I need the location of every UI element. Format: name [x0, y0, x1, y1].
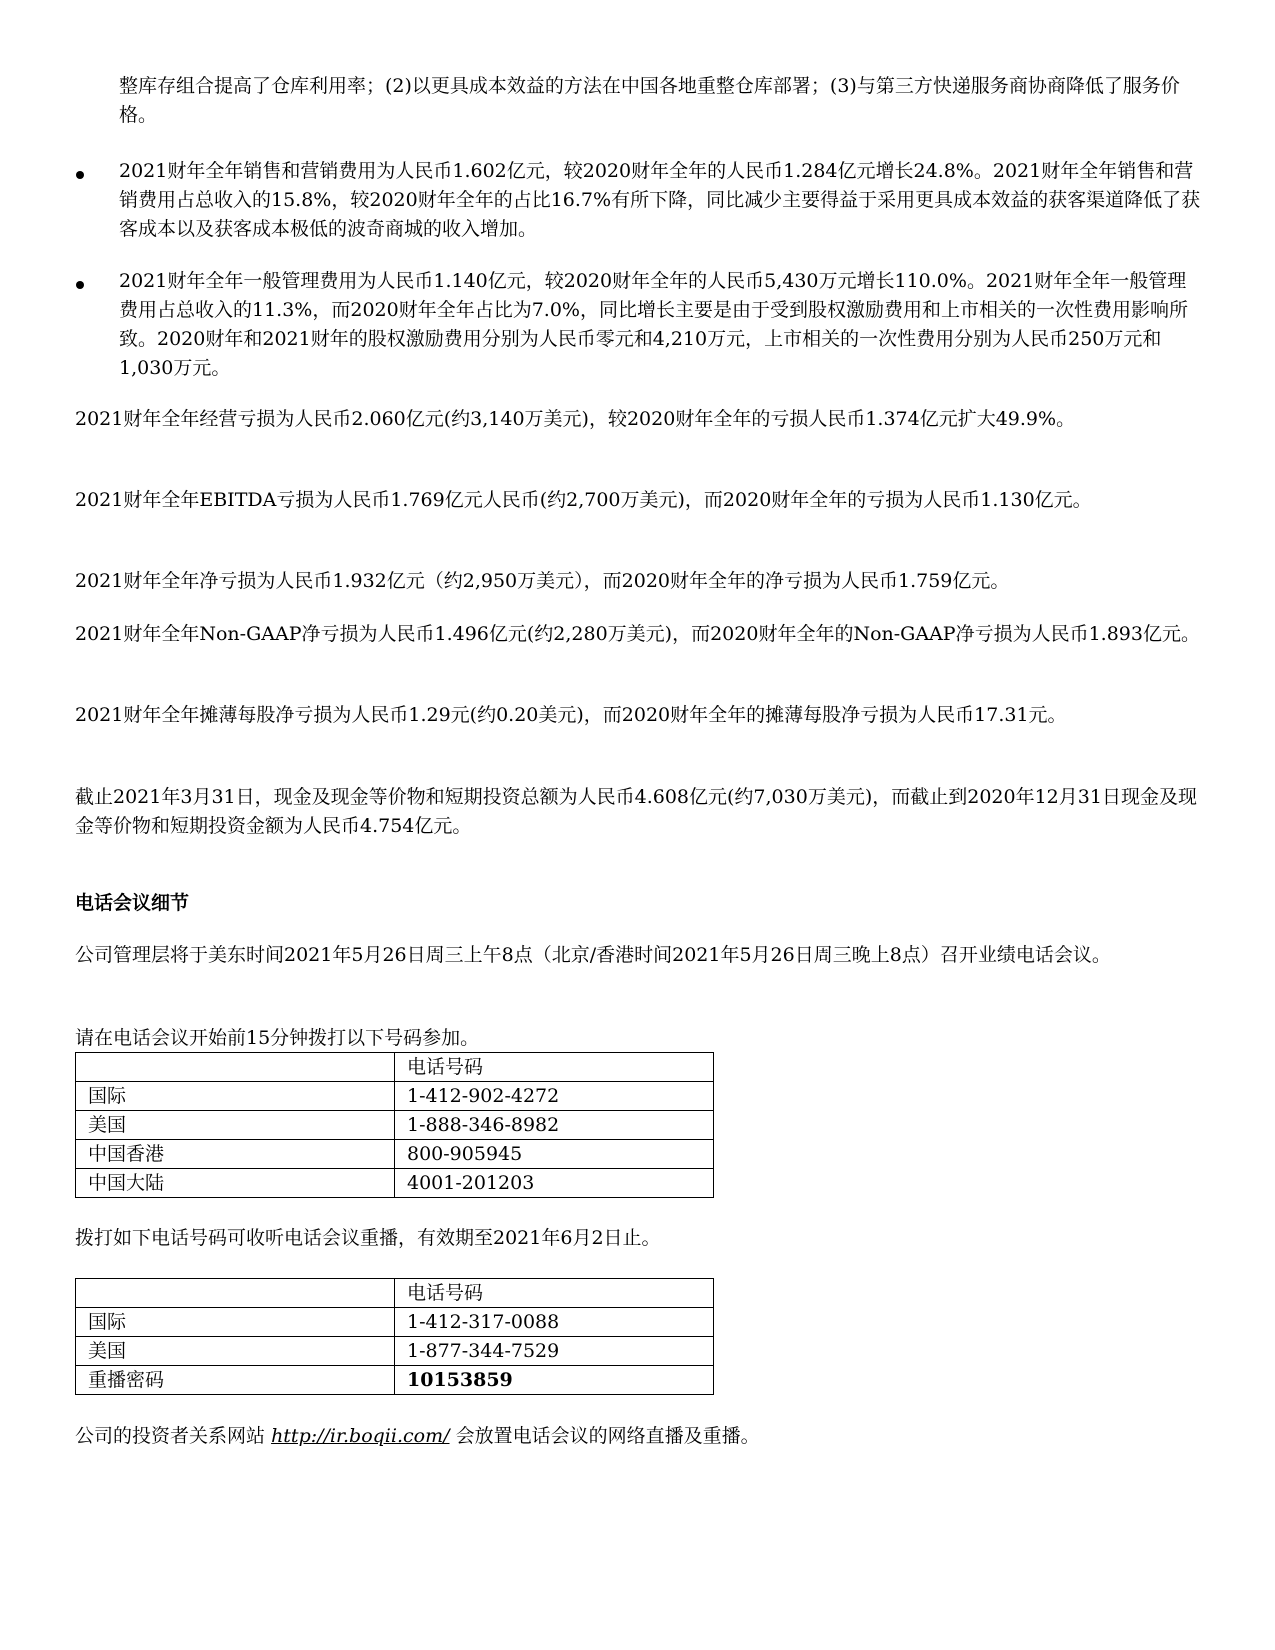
- paragraph-cost-continuation: 整库存组合提高了仓库利用率；(2)以更具成本效益的方法在中国各地重整仓库部署；(3)与第三方快递服务商协商降低了服务价格。: [119, 75, 1180, 126]
- region-cell: 美国: [76, 1111, 395, 1140]
- replay-passcode-value: 10153859: [395, 1366, 714, 1395]
- bullet-icon: [76, 281, 84, 289]
- website-suffix-text: 会放置电话会议的网络直播及重播。: [455, 1425, 760, 1447]
- table-row: [76, 1082, 714, 1111]
- conference-heading: 电话会议细节: [75, 892, 190, 914]
- table-header-cell: [76, 1053, 395, 1082]
- table-row: [76, 1337, 714, 1366]
- paragraph-eps: 2021财年全年摊薄每股净亏损为人民币1.29元(约0.20美元)，而2020财年全年的摊薄每股净亏损为人民币17.31元。: [75, 704, 1067, 726]
- phone-number-cell: 1-888-346-8982: [395, 1111, 714, 1140]
- replay-table: [75, 1278, 714, 1395]
- table-row: [76, 1366, 714, 1395]
- replay-note: 拨打如下电话号码可收听电话会议重播，有效期至2021年6月2日止。: [75, 1227, 661, 1249]
- bullet-general-admin: 2021财年全年一般管理费用为人民币1.140亿元，较2020财年全年的人民币5,430万元增长110.0%。2021财年全年一般管理费用占总收入的11.3%，而2020财年全年占比为7.0%，同比增长主要是由于受到股权激励费用和上市相关的一次性费用影响所致。2020财年和2021财年的股权激励费用分别为人民币零元和4,210万元，上市相关的一次性费用分别为人民币250万元和1,030万元。: [119, 270, 1188, 379]
- phone-number-cell: 1-412-902-4272: [395, 1082, 714, 1111]
- region-cell: 国际: [76, 1308, 395, 1337]
- region-cell: 中国香港: [76, 1140, 395, 1169]
- bullet-icon: [76, 171, 84, 179]
- table-row: [76, 1140, 714, 1169]
- phone-number-cell: 800-905945: [395, 1140, 714, 1169]
- paragraph-operating-loss: 2021财年全年经营亏损为人民币2.060亿元(约3,140万美元)，较2020财年全年的亏损人民币1.374亿元扩大49.9%。: [75, 408, 1076, 430]
- website-prefix-text: 公司的投资者关系网站: [75, 1425, 266, 1447]
- table-header-cell: [76, 1279, 395, 1308]
- paragraph-cash: 截止2021年3月31日，现金及现金等价物和短期投资总额为人民币4.608亿元(约7,030万美元)，而截止到2020年12月31日现金及现金等价物和短期投资金额为人民币4.754亿元。: [75, 786, 1197, 837]
- phone-number-cell: 1-877-344-7529: [395, 1337, 714, 1366]
- table-header-row: [76, 1053, 714, 1082]
- dial-in-table: [75, 1052, 714, 1198]
- region-cell: 国际: [76, 1082, 395, 1111]
- region-cell: 中国大陆: [76, 1169, 395, 1198]
- conference-intro: 公司管理层将于美东时间2021年5月26日周三上午8点（北京/香港时间2021年5月26日周三晚上8点）召开业绩电话会议。: [75, 944, 1111, 966]
- dial-in-note: 请在电话会议开始前15分钟拨打以下号码参加。: [75, 1027, 480, 1049]
- paragraph-ebitda: 2021财年全年EBITDA亏损为人民币1.769亿元人民币(约2,700万美元)，而2020财年全年的亏损为人民币1.130亿元。: [75, 489, 1092, 511]
- table-header-cell: 电话号码: [395, 1053, 714, 1082]
- table-header-row: [76, 1279, 714, 1308]
- phone-number-cell: 4001-201203: [395, 1169, 714, 1198]
- table-header-cell: 电话号码: [395, 1279, 714, 1308]
- phone-number-cell: 1-412-317-0088: [395, 1308, 714, 1337]
- region-cell: 美国: [76, 1337, 395, 1366]
- paragraph-net-loss: 2021财年全年净亏损为人民币1.932亿元（约2,950万美元），而2020财年全年的净亏损为人民币1.759亿元。: [75, 570, 1010, 592]
- bullet-sales-marketing: 2021财年全年销售和营销费用为人民币1.602亿元，较2020财年全年的人民币1.284亿元增长24.8%。2021财年全年销售和营销费用占总收入的15.8%，较2020财年全年的占比16.7%有所下降，同比减少主要得益于采用更具成本效益的获客渠道降低了获客成本以及获客成本极低的波奇商城的收入增加。: [119, 160, 1201, 240]
- investor-website-paragraph: [75, 1422, 1200, 1451]
- table-row: [76, 1111, 714, 1140]
- replay-passcode-label: 重播密码: [76, 1366, 395, 1395]
- paragraph-non-gaap: 2021财年全年Non-GAAP净亏损为人民币1.496亿元(约2,280万美元)，而2020财年全年的Non-GAAP净亏损为人民币1.893亿元。: [75, 623, 1200, 645]
- investor-relations-link[interactable]: http://ir.boqii.com/: [271, 1425, 450, 1447]
- table-row: [76, 1308, 714, 1337]
- table-row: [76, 1169, 714, 1198]
